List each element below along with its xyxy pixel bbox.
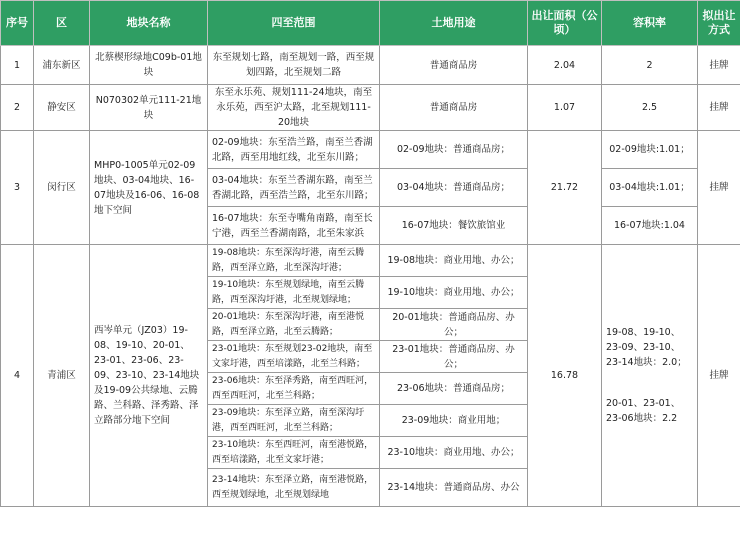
cell-far: 16-07地块:1.04 (602, 207, 698, 245)
table-row (1, 131, 740, 169)
cell-boundary: 19-08地块：东至深沟圩港，南至云腾路，西至泽立路，北至深沟圩港； (208, 245, 380, 277)
cell-area: 1.07 (528, 85, 602, 131)
header-boundary: 四至范围 (208, 1, 380, 46)
cell-boundary: 23-01地块：东至规划23-02地块，南至文家圩港，西至培漾路，北至兰科路； (208, 341, 380, 373)
cell-seq: 1 (1, 46, 34, 85)
cell-land-use: 19-10地块：商业用地、办公； (380, 277, 528, 309)
cell-boundary: 03-04地块：东至兰香湖东路，南至兰香湖北路，西至浩兰路，北至东川路； (208, 169, 380, 207)
cell-far: 2.5 (602, 85, 698, 131)
cell-plot-name: N070302单元111-21地块 (90, 85, 208, 131)
cell-boundary: 东至规划七路，南至规划一路，西至规划四路，北至规划二路 (208, 46, 380, 85)
cell-far: 2 (602, 46, 698, 85)
cell-area: 21.72 (528, 131, 602, 245)
cell-district: 静安区 (34, 85, 90, 131)
cell-method: 挂牌 (698, 85, 740, 131)
cell-far: 03-04地块:1.01； (602, 169, 698, 207)
cell-land-use: 02-09地块：普通商品房； (380, 131, 528, 169)
cell-land-use: 23-10地块：商业用地、办公； (380, 437, 528, 469)
table-header-row (1, 1, 740, 46)
header-plot-name: 地块名称 (90, 1, 208, 46)
cell-boundary: 16-07地块：东至寺嘴角南路，南至长宁港，西至兰香湖南路，北至朱家浜 (208, 207, 380, 245)
cell-boundary: 20-01地块：东至深沟圩港，南至港悦路，西至泽立路，北至云腾路； (208, 309, 380, 341)
far-group-b: 20-01、23-01、23-06地块：2.2 (606, 398, 681, 424)
cell-boundary: 23-09地块：东至泽立路，南至深沟圩港，西至西旺河，北至兰科路； (208, 405, 380, 437)
cell-land-use: 23-14地块：普通商品房、办公 (380, 469, 528, 507)
cell-land-use: 19-08地块：商业用地、办公； (380, 245, 528, 277)
cell-method: 挂牌 (698, 131, 740, 245)
cell-plot-name: MHP0-1005单元02-09地块、03-04地块、16-07地块及16-06、16-08地下空间 (90, 131, 208, 245)
cell-land-use: 普通商品房 (380, 46, 528, 85)
cell-seq: 3 (1, 131, 34, 245)
cell-boundary: 23-06地块：东至泽秀路，南至西旺河，西至西旺河，北至兰科路； (208, 373, 380, 405)
cell-far: 02-09地块:1.01； (602, 131, 698, 169)
header-land-use: 土地用途 (380, 1, 528, 46)
cell-area: 2.04 (528, 46, 602, 85)
cell-district: 闵行区 (34, 131, 90, 245)
cell-plot-name: 北蔡楔形绿地C09b-01地块 (90, 46, 208, 85)
far-group-a: 19-08、19-10、23-09、23-10、23-14地块：2.0； (606, 327, 687, 368)
cell-far (602, 245, 698, 507)
cell-district: 青浦区 (34, 245, 90, 507)
cell-boundary: 02-09地块：东至浩兰路，南至兰香湖北路，西至用地红线，北至东川路； (208, 131, 380, 169)
cell-land-use: 03-04地块：普通商品房； (380, 169, 528, 207)
cell-seq: 2 (1, 85, 34, 131)
header-method: 拟出让方式 (698, 1, 740, 46)
header-district: 区 (34, 1, 90, 46)
cell-district: 浦东新区 (34, 46, 90, 85)
cell-land-use: 普通商品房 (380, 85, 528, 131)
cell-land-use: 23-09地块：商业用地； (380, 405, 528, 437)
cell-boundary: 23-14地块：东至泽立路，南至港悦路，西至规划绿地，北至规划绿地 (208, 469, 380, 507)
cell-land-use: 23-06地块：普通商品房； (380, 373, 528, 405)
cell-area: 16.78 (528, 245, 602, 507)
table-row (1, 85, 740, 131)
header-far: 容积率 (602, 1, 698, 46)
cell-boundary: 19-10地块：东至规划绿地，南至云腾路，西至深沟圩港，北至规划绿地； (208, 277, 380, 309)
cell-method: 挂牌 (698, 46, 740, 85)
table-row (1, 46, 740, 85)
cell-boundary: 23-10地块：东至西旺河，南至港悦路，西至培漾路，北至文家圩港； (208, 437, 380, 469)
cell-boundary: 东至永乐苑、规划111-24地块，南至永乐苑，西至沪太路，北至规划111-20地块 (208, 85, 380, 131)
cell-land-use: 16-07地块：餐饮旅馆业 (380, 207, 528, 245)
header-seq: 序号 (1, 1, 34, 46)
header-area: 出让面积（公顷） (528, 1, 602, 46)
cell-seq: 4 (1, 245, 34, 507)
cell-land-use: 23-01地块：普通商品房、办公； (380, 341, 528, 373)
cell-method: 挂牌 (698, 245, 740, 507)
table-row (1, 245, 740, 277)
cell-plot-name: 西岑单元（JZ03）19-08、19-10、20-01、23-01、23-06、23-09、23-10、23-14地块及19-09公共绿地、云腾路、兰科路、泽秀路、泽立路部分地下空间 (90, 245, 208, 507)
cell-land-use: 20-01地块：普通商品房、办公； (380, 309, 528, 341)
